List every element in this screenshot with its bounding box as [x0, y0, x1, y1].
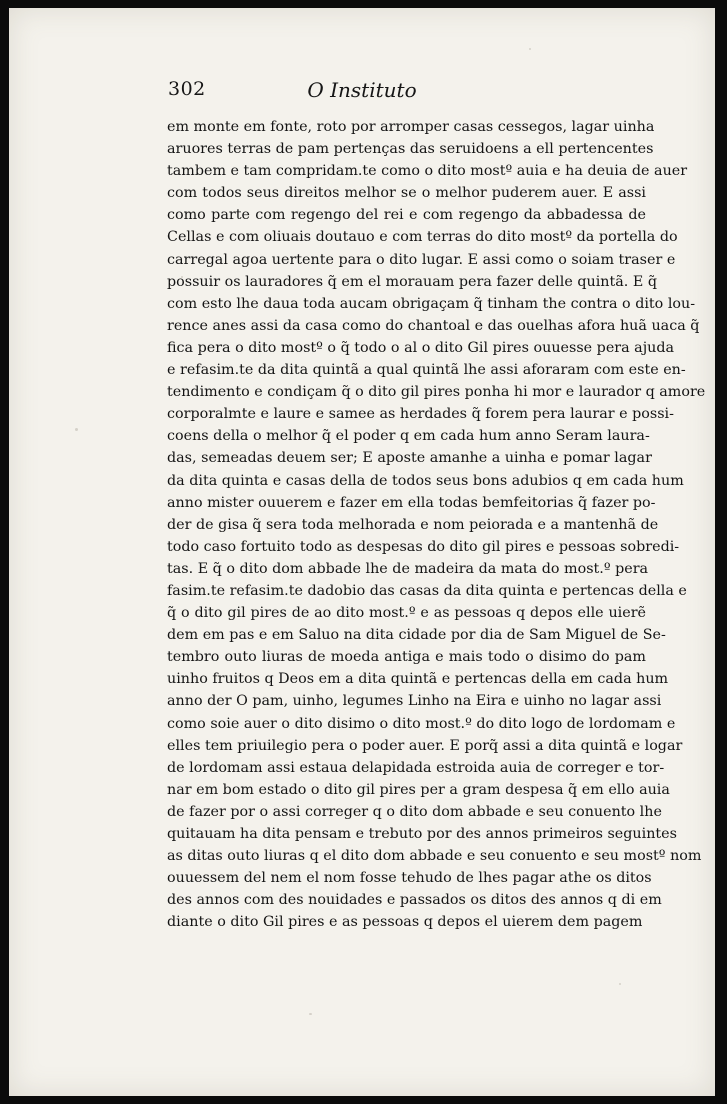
text-line: tendimento e condiçam q̃ o dito gil pires ponha hi mor e laurador q amore [167, 384, 706, 401]
text-line: como soie auer o dito disimo o dito most.º do dito logo de lordomam e [167, 715, 676, 732]
paper-speck [181, 276, 183, 278]
text-line: como parte com regengo del rei e com regengo da abbadessa de [167, 207, 646, 224]
text-line: fasim.te refasim.te dadobio das casas da dita quinta e pertencas della e [167, 582, 687, 599]
paper-speck [75, 428, 78, 431]
text-line: em monte em fonte, roto por arromper casas cessegos, lagar uinha [167, 119, 655, 135]
text-line: e refasim.te da dita quintã a qual quintã lhe assi aforaram com este en- [167, 362, 686, 379]
document-page [9, 8, 715, 1096]
text-line: dem em pas e em Saluo na dita cidade por dia de Sam Miguel de Se- [167, 627, 666, 644]
text-line: ouuessem del nem el nom fosse tehudo de lhes pagar athe os ditos [167, 870, 652, 887]
text-line: as ditas outo liuras q el dito dom abbade e seu conuento e seu mostº nom [167, 848, 702, 865]
page-header [9, 72, 715, 112]
text-line: de lordomam assi estaua delapidada estroida auia de correger e tor- [167, 759, 665, 776]
text-line: com esto lhe daua toda aucam obrigaçam q̃ tinham the contra o dito lou- [167, 295, 696, 312]
text-line: possuir os lauradores q̃ em el morauam pera fazer delle quintã. E q̃ [167, 273, 657, 290]
paper-speck [309, 1013, 312, 1015]
text-line: quitauam ha dita pensam e trebuto por des annos primeiros seguintes [167, 826, 677, 842]
text-line: todo caso fortuito todo as despesas do dito gil pires e pessoas sobredi- [167, 538, 680, 555]
text-line: nar em bom estado o dito gil pires per a gram despesa q̃ em ello auia [167, 781, 670, 798]
text-line: aruores terras de pam pertenças das seruidoens a ell pertencentes [167, 141, 654, 158]
text-line: coens della o melhor q̃ el poder q em cada hum anno Seram laura- [167, 428, 650, 445]
body-text [167, 116, 706, 933]
running-title: O Instituto [307, 78, 417, 102]
text-line: Cellas e com oliuais doutauo e com terras do dito mostº da portella do [167, 229, 678, 246]
text-line: com todos seus direitos melhor se o melhor puderem auer. E assi [167, 185, 646, 202]
text-line: der de gisa q̃ sera toda melhorada e nom peiorada e a mantenhã de [167, 516, 659, 533]
text-line: anno der O pam, uinho, legumes Linho na Eira e uinho no lagar assi [167, 693, 662, 710]
text-line: q̃ o dito gil pires de ao dito most.º e as pessoas q depos elle uierẽ [167, 605, 646, 622]
text-line: das, semeadas deuem ser; E aposte amanhe a uinha e pomar lagar [167, 450, 652, 467]
text-line: fica pera o dito mostº o q̃ todo o al o dito Gil pires ouuesse pera ajuda [167, 339, 675, 356]
text-line: tas. E q̃ o dito dom abbade lhe de madeira da mata do most.º pera [167, 560, 649, 577]
page-number: 302 [168, 78, 206, 100]
paper-speck [529, 48, 531, 50]
text-line: tambem e tam compridam.te como o dito mostº auia e ha deuia de auer [167, 163, 688, 180]
text-line: carregal agoa uertente para o dito lugar. E assi como o soiam traser e [167, 251, 676, 268]
text-line: de fazer por o assi correger q o dito dom abbade e seu conuento lhe [167, 803, 662, 820]
text-line: uinho fruitos q Deos em a dita quintã e pertencas della em cada hum [167, 671, 669, 688]
text-line: da dita quinta e casas della de todos seus bons adubios q em cada hum [167, 472, 684, 489]
text-line: rence anes assi da casa como do chantoal e das ouelhas afora huã uaca q̃ [167, 317, 700, 334]
text-line: elles tem priuilegio pera o poder auer. E porq̃ assi a dita quintã e logar [167, 737, 683, 754]
text-line: corporalmte e laure e samee as herdades q̃ forem pera laurar e possi- [167, 406, 674, 423]
text-line: tembro outo liuras de moeda antiga e mais todo o disimo do pam [167, 649, 646, 666]
text-line: diante o dito Gil pires e as pessoas q depos el uierem dem pagem [167, 914, 643, 931]
text-line: anno mister ouuerem e fazer em ella todas bemfeitorias q̃ fazer po- [167, 494, 656, 511]
text-line: des annos com des nouidades e passados os ditos des annos q di em [167, 892, 662, 909]
paper-speck [619, 983, 621, 985]
